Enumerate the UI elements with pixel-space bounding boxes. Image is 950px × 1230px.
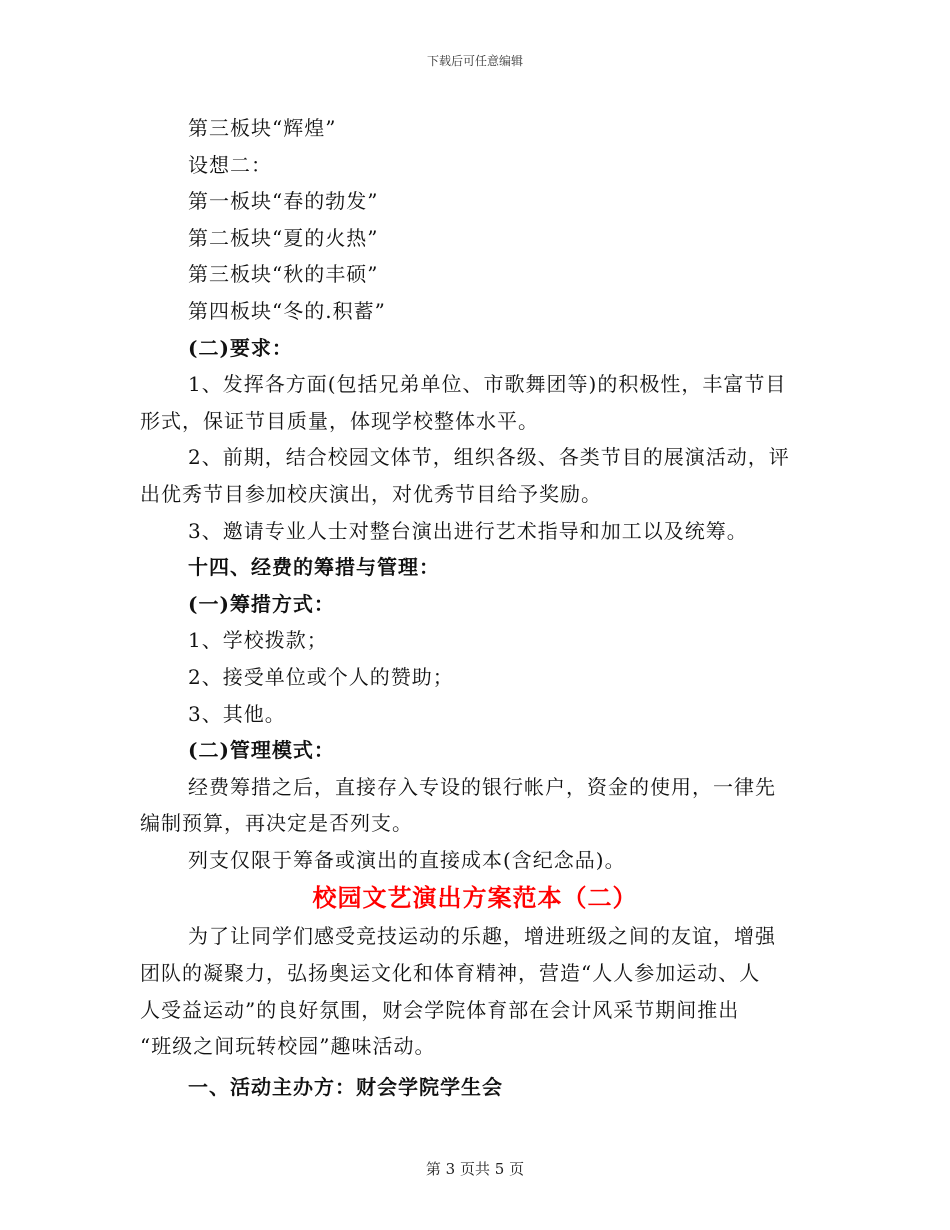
- list-item: 3、其他。: [188, 701, 286, 726]
- document-body: [140, 110, 810, 1105]
- section-heading: 一、活动主办方：财会学院学生会: [188, 1074, 503, 1099]
- section-heading: 十四、经费的筹措与管理：: [188, 555, 440, 580]
- paragraph-line: “班级之间玩转校园”趣味活动。: [140, 1034, 436, 1059]
- page-header: 下载后可任意编辑: [426, 54, 523, 68]
- paragraph-line: 经费筹措之后，直接存入专设的银行帐户，资金的使用，一律先: [188, 774, 776, 799]
- paragraph-line: 1、发挥各方面(包括兄弟单位、市歌舞团等)的积极性，丰富节目: [188, 372, 787, 397]
- paragraph-line: 为了让同学们感受竞技运动的乐趣，增进班级之间的友谊，增强: [188, 924, 776, 949]
- paragraph-line: 第一板块“春的勃发”: [188, 189, 379, 214]
- paragraph-line: 2、前期，结合校园文体节，组织各级、各类节目的展演活动，评: [188, 445, 790, 470]
- paragraph-line: 编制预算，再决定是否列支。: [140, 811, 413, 836]
- paragraph-line: 形式，保证节目质量，体现学校整体水平。: [140, 408, 539, 433]
- paragraph-line: 第三板块“辉煌”: [188, 116, 337, 140]
- subheading: (一)筹措方式：: [188, 591, 335, 616]
- paragraph-line: 团队的凝聚力，弘扬奥运文化和体育精神，营造“人人参加运动、人: [140, 961, 761, 986]
- paragraph-line: 第四板块“冬的.积蓄”: [188, 298, 386, 323]
- paragraph-line: 设想二：: [188, 152, 272, 177]
- page-footer: 第 3 页共 5 页: [425, 1160, 525, 1178]
- paragraph-line: 人受益运动”的良好氛围，财会学院体育部在会计风采节期间推出: [140, 997, 740, 1022]
- paragraph-line: 第二板块“夏的火热”: [188, 225, 379, 250]
- section-title: 校园文艺演出方案范本（二）: [312, 883, 638, 913]
- paragraph-line: 3、邀请专业人士对整台演出进行艺术指导和加工以及统筹。: [188, 518, 748, 543]
- list-item: 2、接受单位或个人的赞助；: [188, 664, 454, 689]
- subheading: (二)管理模式：: [188, 738, 335, 763]
- subheading: (二)要求：: [188, 335, 293, 360]
- paragraph-line: 列支仅限于筹备或演出的直接成本(含纪念品)。: [188, 847, 626, 872]
- list-item: 1、学校拨款；: [188, 628, 328, 653]
- paragraph-line: 出优秀节目参加校庆演出，对优秀节目给予奖励。: [140, 481, 602, 506]
- paragraph-line: 第三板块“秋的丰硕”: [188, 262, 379, 287]
